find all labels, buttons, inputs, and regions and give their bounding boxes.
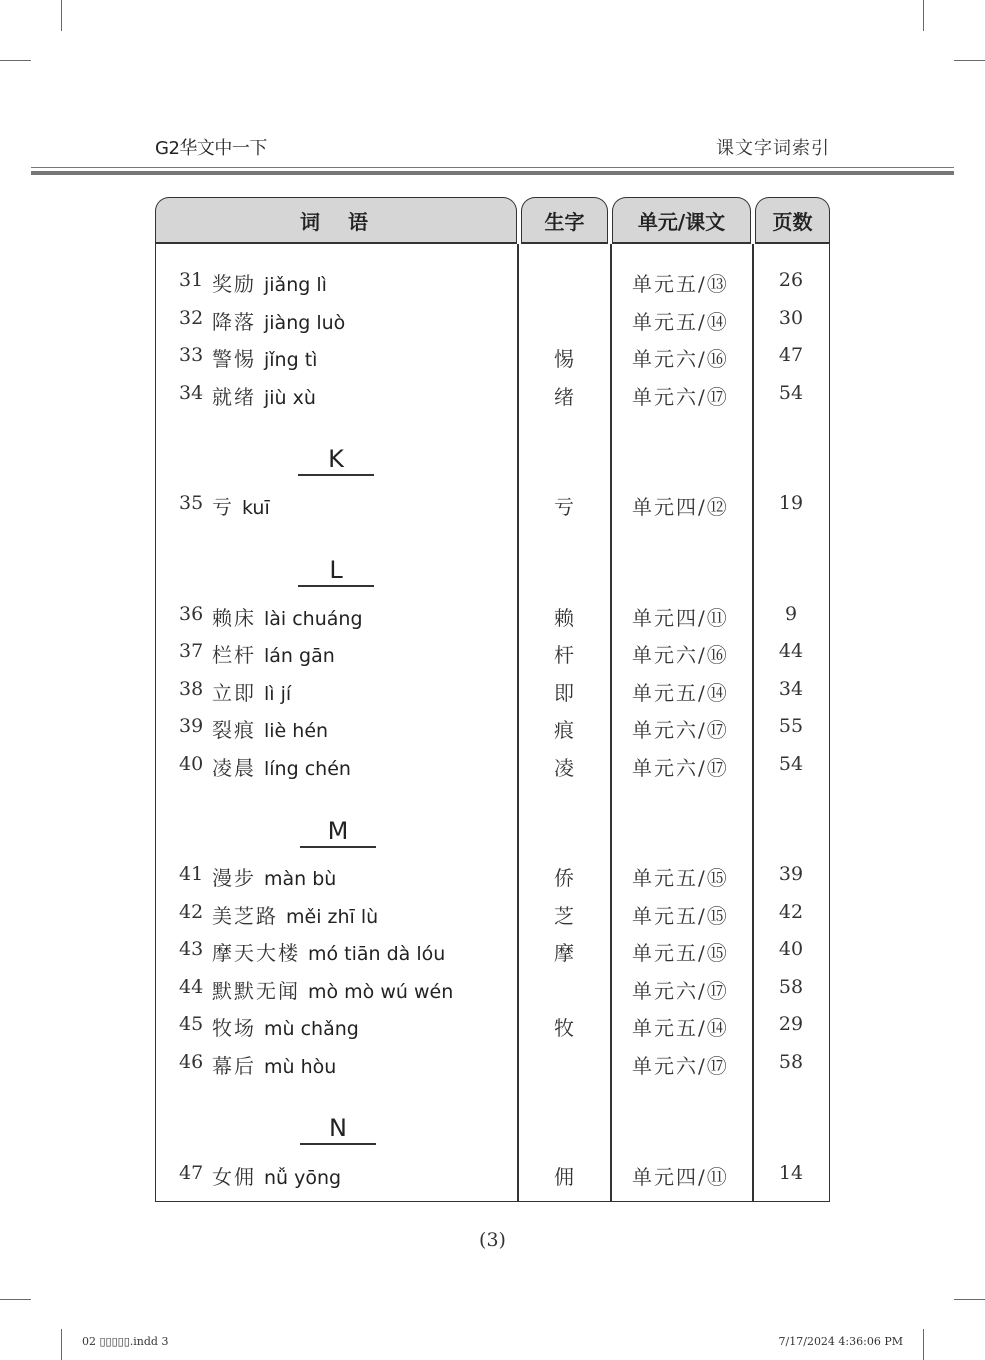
entry-page: 44 (778, 640, 804, 662)
entry-page: 40 (778, 938, 804, 960)
section-letter-l: L (298, 556, 374, 587)
entry-number: 37 (179, 640, 204, 662)
crop-mark (61, 1329, 62, 1360)
table-row (0, 1010, 985, 1040)
column-header-unit-lesson (612, 197, 751, 244)
table-row (0, 898, 985, 928)
entry-word: 女佣 nǚ yōng (212, 1165, 342, 1189)
entry-pinyin: nǚ yōng (264, 1167, 342, 1189)
table-row (0, 379, 985, 409)
entry-new-char: 凌 (554, 756, 574, 780)
table-row (0, 712, 985, 742)
entry-pinyin: jiàng luò (264, 312, 346, 334)
entry-pinyin: měi zhī lù (286, 906, 379, 928)
entry-number: 46 (179, 1051, 204, 1073)
entry-number: 47 (179, 1162, 204, 1184)
entry-pinyin: lán gān (264, 645, 335, 667)
entry-page: 54 (778, 382, 804, 404)
entry-number: 43 (179, 938, 204, 960)
entry-number: 31 (179, 269, 204, 291)
entry-page: 39 (778, 863, 804, 885)
entry-unit-lesson: 单元五/⑮ (632, 866, 729, 890)
entry-unit-lesson: 单元四/⑫ (632, 495, 729, 519)
section-letter-n: N (300, 1114, 376, 1145)
table-row (0, 266, 985, 296)
entry-word: 亏 kuī (212, 495, 270, 519)
entry-page: 58 (778, 1051, 804, 1073)
entry-page: 29 (778, 1013, 804, 1035)
entry-new-char: 亏 (554, 495, 574, 519)
entry-number: 41 (179, 863, 204, 885)
entry-unit-lesson: 单元六/⑰ (632, 756, 729, 780)
entry-number: 33 (179, 344, 204, 366)
entry-pinyin: mó tiān dà lóu (308, 943, 446, 965)
entry-number: 42 (179, 901, 204, 923)
table-row (0, 304, 985, 334)
entry-new-char: 芝 (554, 904, 574, 928)
table-row (0, 341, 985, 371)
section-letter-k: K (298, 445, 374, 476)
table-row (0, 675, 985, 705)
crop-mark (61, 0, 62, 31)
entry-number: 39 (179, 715, 204, 737)
crop-mark (923, 0, 924, 31)
entry-unit-lesson: 单元五/⑮ (632, 941, 729, 965)
entry-number: 34 (179, 382, 204, 404)
entry-word: 立即 lì jí (212, 681, 292, 705)
print-slug-file: 02 ▯▯▯▯▯.indd 3 (82, 1335, 169, 1348)
entry-pinyin: líng chén (264, 758, 351, 780)
entry-new-char: 痕 (554, 718, 574, 742)
column-header-page-label: 页数 (772, 209, 813, 234)
entry-unit-lesson: 单元四/⑪ (632, 1165, 729, 1189)
book-title: G2华文中一下 (155, 138, 267, 159)
table-row (0, 860, 985, 890)
entry-word: 裂痕 liè hén (212, 718, 329, 742)
entry-number: 38 (179, 678, 204, 700)
entry-pinyin: liè hén (264, 720, 329, 742)
entry-word: 奖励 jiǎng lì (212, 272, 327, 296)
entry-unit-lesson: 单元五/⑭ (632, 310, 729, 334)
entry-word: 凌晨 líng chén (212, 756, 351, 780)
section-letter-m: M (300, 817, 376, 848)
entry-word: 赖床 lài chuáng (212, 606, 363, 630)
column-header-unit-lesson-label: 单元/课文 (637, 209, 726, 234)
crop-mark (0, 1299, 31, 1300)
print-slug-timestamp: 7/17/2024 4:36:06 PM (778, 1335, 903, 1348)
entry-number: 44 (179, 976, 204, 998)
table-row (0, 489, 985, 519)
entry-unit-lesson: 单元六/⑯ (632, 643, 729, 667)
entry-unit-lesson: 单元五/⑭ (632, 1016, 729, 1040)
entry-number: 36 (179, 603, 204, 625)
entry-number: 35 (179, 492, 204, 514)
entry-word: 就绪 jiù xù (212, 385, 316, 409)
table-row (0, 1048, 985, 1078)
header-rule-thick (31, 171, 954, 175)
entry-new-char: 杆 (554, 643, 574, 667)
entry-new-char: 惕 (554, 347, 574, 371)
entry-unit-lesson: 单元六/⑰ (632, 718, 729, 742)
entry-unit-lesson: 单元五/⑭ (632, 681, 729, 705)
entry-word: 栏杆 lán gān (212, 643, 335, 667)
entry-number: 45 (179, 1013, 204, 1035)
table-row (0, 973, 985, 1003)
entry-pinyin: jiù xù (264, 387, 316, 409)
table-row (0, 637, 985, 667)
entry-pinyin: màn bù (264, 868, 337, 890)
entry-page: 55 (778, 715, 804, 737)
entry-pinyin: lài chuáng (264, 608, 363, 630)
entry-number: 32 (179, 307, 204, 329)
table-row (0, 600, 985, 630)
entry-unit-lesson: 单元六/⑰ (632, 385, 729, 409)
entry-page: 9 (784, 603, 798, 625)
header-rule-thin (31, 167, 954, 168)
entry-page: 54 (778, 753, 804, 775)
entry-unit-lesson: 单元六/⑰ (632, 1054, 729, 1078)
crop-mark (954, 1299, 985, 1300)
entry-unit-lesson: 单元五/⑮ (632, 904, 729, 928)
entry-page: 30 (778, 307, 804, 329)
entry-page: 34 (778, 678, 804, 700)
table-row (0, 750, 985, 780)
entry-new-char: 侨 (554, 866, 574, 890)
column-header-new-char-label: 生字 (544, 209, 585, 234)
section-title: 课文字词索引 (716, 138, 830, 159)
entry-page: 47 (778, 344, 804, 366)
entry-page: 58 (778, 976, 804, 998)
entry-new-char: 即 (554, 681, 574, 705)
table-row (0, 1159, 985, 1189)
entry-new-char: 佣 (554, 1165, 574, 1189)
entry-page: 14 (778, 1162, 804, 1184)
entry-word: 漫步 màn bù (212, 866, 337, 890)
page-number: (3) (479, 1229, 506, 1251)
crop-mark (0, 60, 31, 61)
entry-unit-lesson: 单元四/⑪ (632, 606, 729, 630)
entry-new-char: 绪 (554, 385, 574, 409)
entry-page: 19 (778, 492, 804, 514)
entry-pinyin: kuī (242, 497, 270, 519)
entry-word: 摩天大楼 mó tiān dà lóu (212, 941, 446, 965)
entry-new-char: 摩 (554, 941, 574, 965)
entry-pinyin: mù chǎng (264, 1018, 359, 1040)
column-header-words-label: 词 语 (300, 209, 372, 234)
entry-word: 幕后 mù hòu (212, 1054, 337, 1078)
entry-pinyin: lì jí (264, 683, 292, 705)
entry-unit-lesson: 单元五/⑬ (632, 272, 729, 296)
entry-unit-lesson: 单元六/⑯ (632, 347, 729, 371)
column-header-words (155, 197, 517, 244)
entry-new-char: 牧 (554, 1016, 574, 1040)
entry-word: 警惕 jǐng tì (212, 347, 318, 371)
table-row (0, 935, 985, 965)
column-header-new-char (521, 197, 608, 244)
entry-new-char: 赖 (554, 606, 574, 630)
entry-unit-lesson: 单元六/⑰ (632, 979, 729, 1003)
crop-mark (954, 60, 985, 61)
entry-word: 默默无闻 mò mò wú wén (212, 979, 454, 1003)
entry-pinyin: jiǎng lì (264, 274, 327, 296)
entry-pinyin: jǐng tì (264, 349, 318, 371)
entry-pinyin: mò mò wú wén (308, 981, 454, 1003)
entry-word: 美芝路 měi zhī lù (212, 904, 379, 928)
entry-word: 牧场 mù chǎng (212, 1016, 359, 1040)
entry-pinyin: mù hòu (264, 1056, 337, 1078)
column-header-page (755, 197, 830, 244)
crop-mark (923, 1329, 924, 1360)
entry-number: 40 (179, 753, 204, 775)
entry-page: 42 (778, 901, 804, 923)
entry-page: 26 (778, 269, 804, 291)
entry-word: 降落 jiàng luò (212, 310, 346, 334)
